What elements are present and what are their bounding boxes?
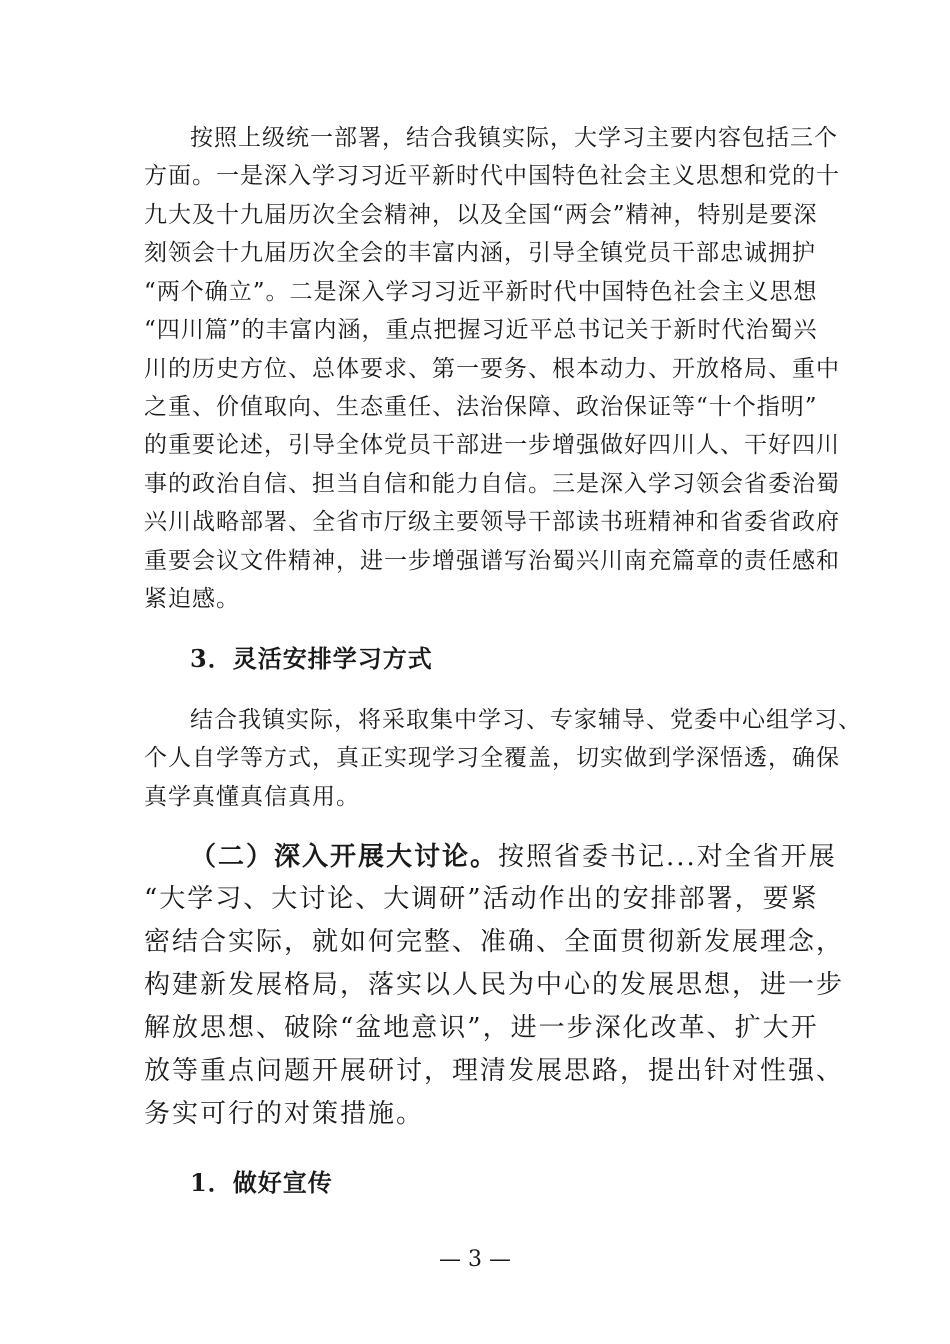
para1-line-3: 九大及十九届历次全会精神，以及全国“两会”精神，特别是要深 — [144, 202, 818, 228]
section2-line-2: “大学习、大讨论、大调研”活动作出的安排部署，要紧 — [144, 884, 819, 914]
page-number: — 3 — — [439, 1247, 511, 1272]
section2-line-5: 解放思想、破除“盆地意识”，进一步深化改革、扩大开 — [144, 1013, 819, 1043]
para1-line-11: 兴川战略部署、全省市厅级主要领导干部读书班精神和省委省政府 — [144, 509, 840, 535]
section2-first-rest: 按照省委书记...对全省开展 — [498, 842, 837, 872]
section2-line-4: 构建新发展格局，落实以人民为中心的发展思想，进一步 — [144, 970, 845, 1000]
para1-line-1: 按照上级统一部署，结合我镇实际，大学习主要内容包括三个 — [190, 125, 838, 151]
para1-line-4: 刻领会十九届历次全会的丰富内涵，引导全镇党员干部忠诚拥护 — [144, 240, 816, 266]
para2-line-3: 真学真懂真信真用。 — [144, 784, 360, 810]
para1-line-2: 方面。一是深入学习习近平新时代中国特色社会主义思想和党的十 — [144, 163, 840, 189]
para1-line-9: 的重要论述，引导全体党员干部进一步增强做好四川人、干好四川 — [144, 432, 840, 458]
para1-line-7: 川的历史方位、总体要求、第一要务、根本动力、开放格局、重中 — [144, 356, 840, 382]
para1-line-12: 重要会议文件精神，进一步增强谱写治蜀兴川南充篇章的责任感和 — [144, 548, 840, 574]
para1-line-13: 紧迫感。 — [144, 586, 240, 612]
para2-line-1: 结合我镇实际，将采取集中学习、专家辅导、党委中心组学习、 — [190, 707, 862, 733]
para1-line-6: “四川篇”的丰富内涵，重点把握习近平总书记关于新时代治蜀兴 — [144, 317, 818, 343]
section-heading-1: 1．做好宣传 — [190, 1168, 333, 1197]
para1-line-10: 事的政治自信、担当自信和能力自信。三是深入学习领会省委治蜀 — [144, 471, 840, 497]
para1-line-8: 之重、价值取向、生态重任、法治保障、政治保证等“十个指明” — [144, 394, 818, 420]
para2-line-2: 个人自学等方式，真正实现学习全覆盖，切实做到学深悟透，确保 — [144, 745, 840, 771]
section2-line-7: 务实可行的对策措施。 — [144, 1099, 425, 1129]
section2-line-6: 放等重点问题开展研讨，理清发展思路，提出针对性强、 — [144, 1056, 845, 1086]
section2-bold-lead: （二）深入开展大讨论。 — [190, 842, 499, 872]
section2-line-3: 密结合实际，就如何完整、准确、全面贯彻新发展理念， — [144, 927, 845, 957]
section-heading-3: 3．灵活安排学习方式 — [190, 644, 433, 673]
section2-line-1 — [190, 840, 837, 874]
para1-line-5: “两个确立”。二是深入学习习近平新时代中国特色社会主义思想 — [144, 279, 818, 305]
